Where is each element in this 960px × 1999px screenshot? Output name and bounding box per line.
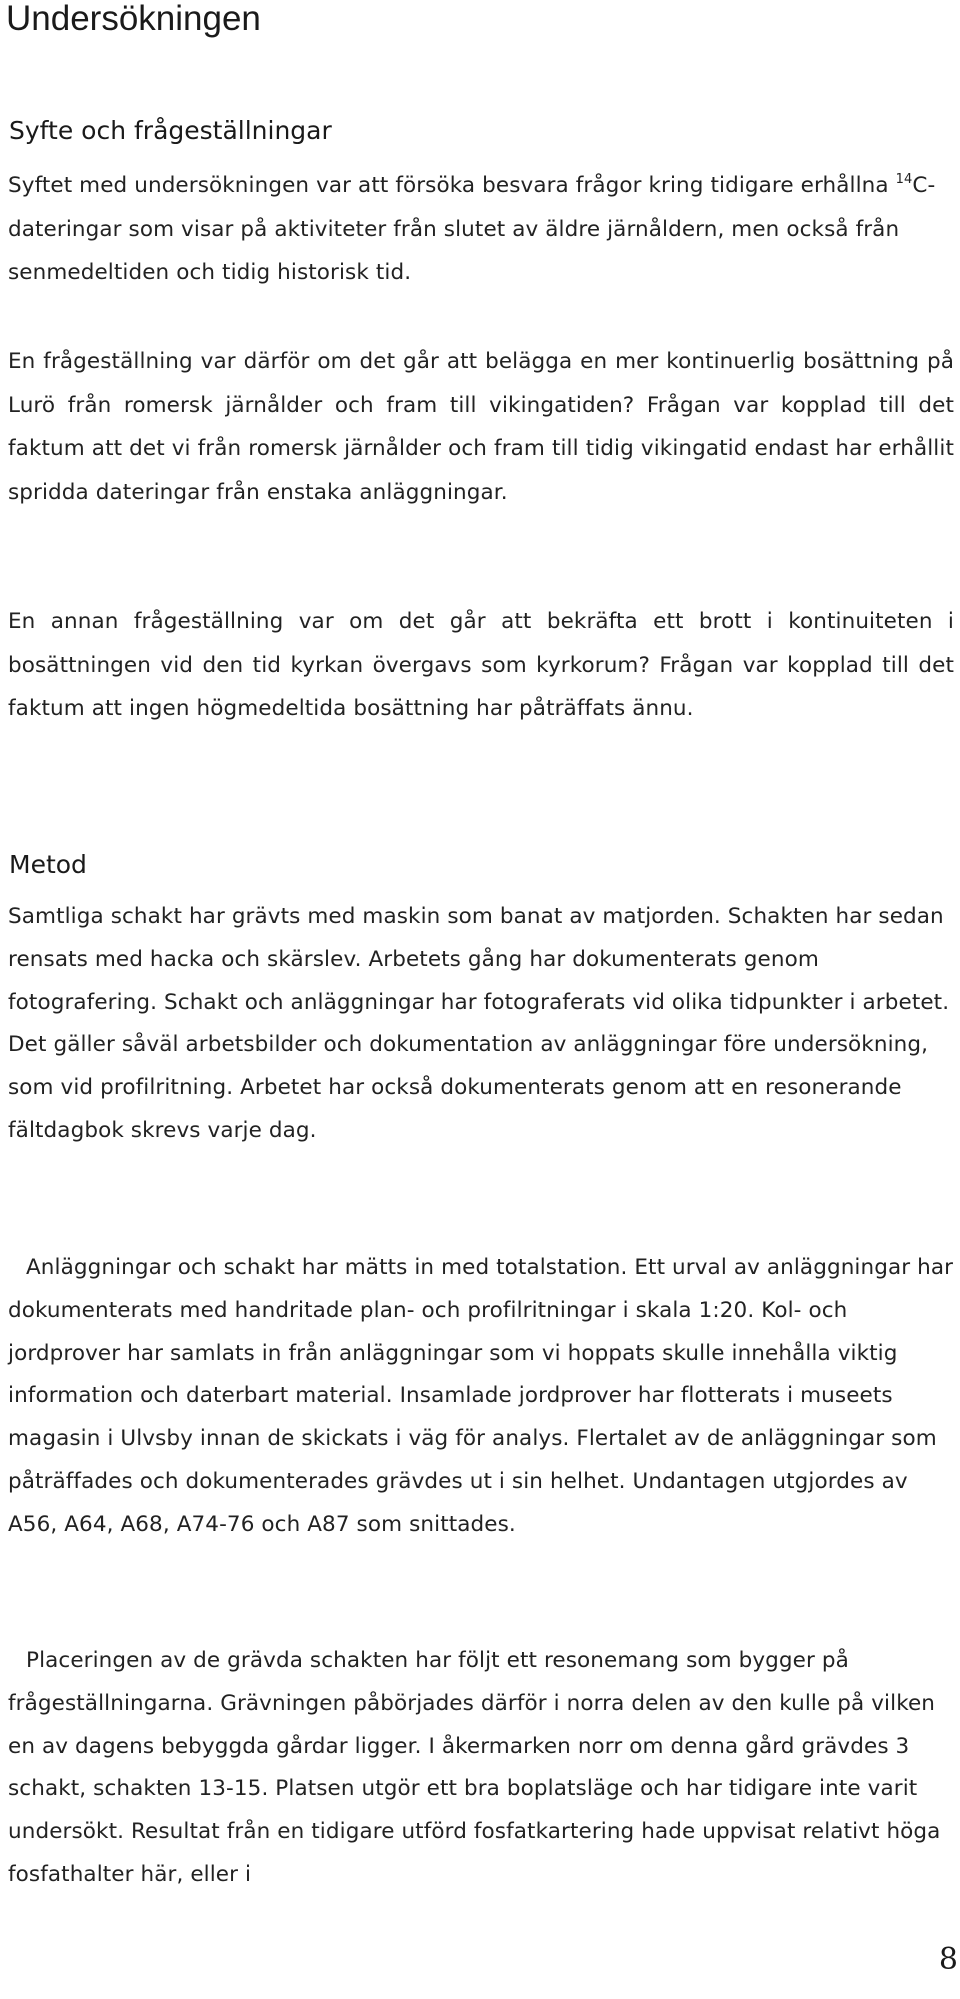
paragraph-metod-measurement: Anläggningar och schakt har mätts in med totalstation. Ett urval av anläggningar har dokumenterats med handritade plan- och profilritningar i skala 1:20. Kol- och jordprover har samlats in från anläggningar som vi hoppats skulle innehålla viktig information och daterbart material. Insamlade jordprover har flotterats i museets magasin i Ulvsby innan de skickats i väg för analys. Flertalet av de anläggningar som påträffades och dokumenterades grävdes ut i sin helhet. Undantagen utgjordes av A56, A64, A68, A74-76 och A87 som snittades. (8, 1255, 954, 1537)
section-heading-syfte: Syfte och frågeställningar (9, 116, 332, 145)
paragraph-metod-documentation: Samtliga schakt har grävts med maskin som banat av matjorden. Schakten har sedan rensats med hacka och skärslev. Arbetets gång har dokumenterats genom fotografering. Schakt och anläggningar har fotograferats vid olika tidpunkter i arbetet. Det gäller såväl arbetsbilder och dokumentation av anläggningar före undersökning, som vid profilritning. Arbetet har också dokumenterats genom att en resonerande fältdagbok skrevs varje dag. (8, 904, 950, 1143)
paragraph-metod-placement: Placeringen av de grävda schakten har följt ett resonemang som bygger på frågeställningarna. Grävningen påbörjades därför i norra delen av den kulle på vilken en av dagens bebyggda gårdar ligger. I åkermarken norr om denna gård grävdes 3 schakt, schakten 13-15. Platsen utgör ett bra boplatsläge och har tidigare inte varit undersökt. Resultat från en tidigare utförd fosfatkartering hade uppvisat relativt höga fosfathalter här, eller i (8, 1648, 941, 1887)
section-heading-metod: Metod (9, 850, 87, 879)
isotope-superscript: 14 (895, 172, 913, 187)
page-title: Undersökningen (6, 0, 261, 38)
paragraph-text: Syftet med undersökningen var att försöka besvara frågor kring tidigare erhållna (8, 173, 896, 198)
page-number: 8 (938, 1942, 958, 1977)
paragraph-syfte-intro (8, 164, 954, 295)
paragraph-syfte-question-1: En frågeställning var därför om det går att belägga en mer kontinuerlig bosättning på Lurö från romersk järnålder och fram till vikingatiden? Frågan var kopplad till det faktum att det vi från romersk järnålder och fram till tidig vikingatid endast har erhållit spridda dateringar från enstaka anläggningar. (8, 349, 954, 505)
paragraph-syfte-question-2: En annan frågeställning var om det går att bekräfta ett brott i kontinuiteten i bosättningen vid den tid kyrkan övergavs som kyrkorum? Frågan var kopplad till det faktum att ingen högmedeltida bosättning har påträffats ännu. (8, 609, 954, 721)
paragraph-text: C-dateringar som visar på aktiviteter från slutet av äldre järnåldern, men också från senmedeltiden och tidig historisk tid. (8, 173, 936, 285)
